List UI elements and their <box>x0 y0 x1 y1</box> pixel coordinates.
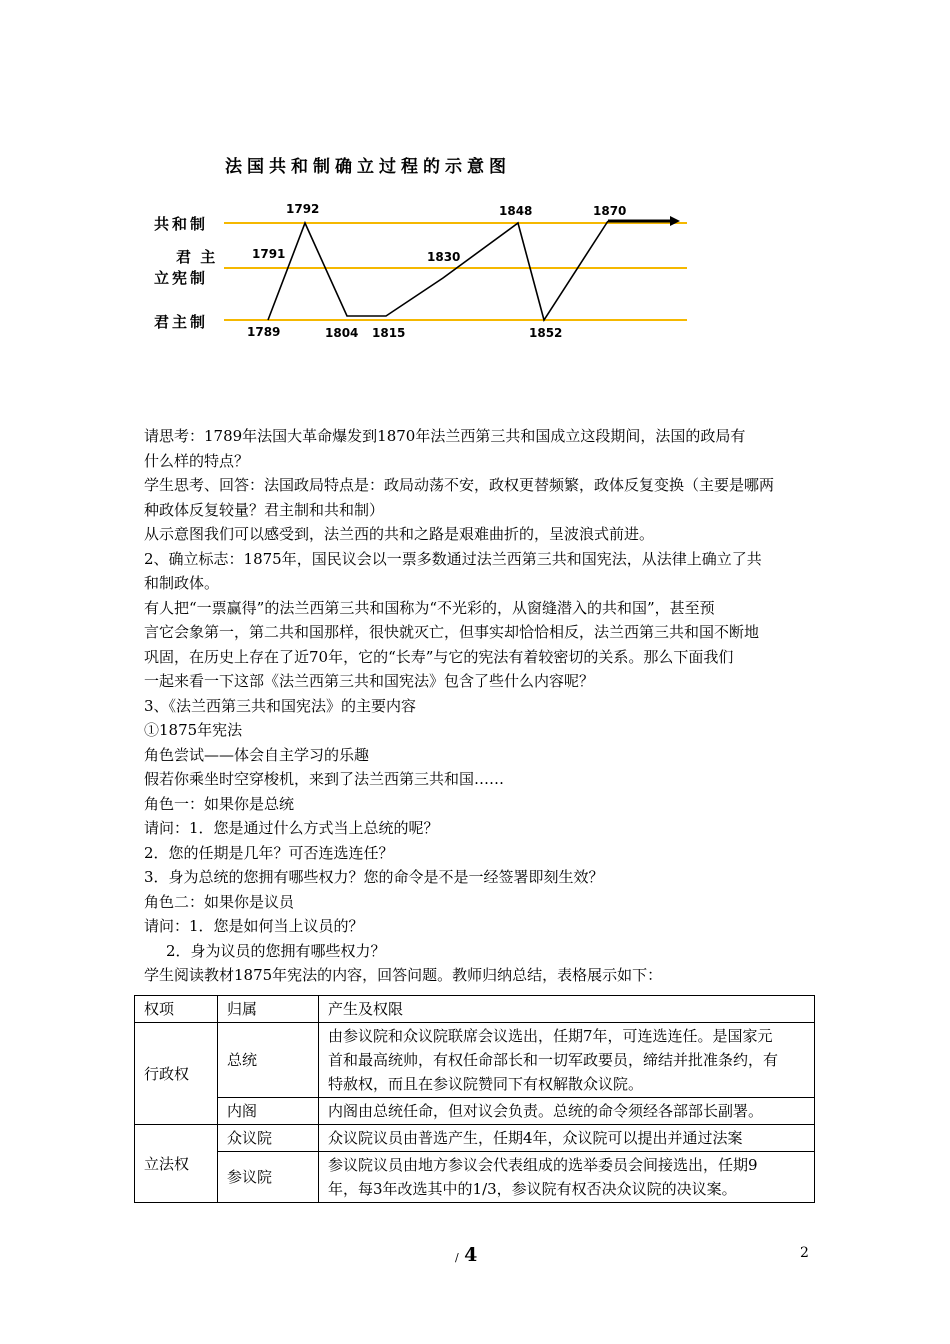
page-total <box>455 1244 477 1266</box>
arrow-head-icon <box>670 216 680 226</box>
total-pages: 4 <box>464 1244 478 1266</box>
year-1791: 1791 <box>252 247 286 261</box>
paragraph-line: 和制政体。 <box>144 574 220 592</box>
year-1852: 1852 <box>529 326 563 340</box>
year-1789: 1789 <box>247 325 281 339</box>
page-number: 2 <box>800 1245 809 1261</box>
year-1792: 1792 <box>286 202 320 216</box>
description-line: 参议院议员由地方参议会代表组成的选举委员会间接选出，任期9 <box>328 1156 758 1174</box>
process-path <box>268 223 519 320</box>
president-description <box>319 1023 815 1098</box>
year-1870: 1870 <box>593 204 627 218</box>
senate-description <box>319 1152 815 1203</box>
paragraph-line: 角色二：如果你是议员 <box>144 892 295 911</box>
paragraph-line: 2．身为议员的您拥有哪些权力？ <box>166 941 386 960</box>
president-cell: 总统 <box>218 1023 319 1098</box>
paragraph-line: 角色一：如果你是总统 <box>144 794 295 813</box>
paragraph-line: 角色尝试——体会自主学习的乐趣 <box>144 745 370 764</box>
executive-cell: 行政权 <box>135 1023 218 1125</box>
body-text <box>144 424 824 988</box>
paragraph-line: 有人把“一票赢得”的法兰西第三共和国称为“不光彩的，从窗缝潜入的共和国”，甚至预 <box>144 598 715 617</box>
description-line: 特赦权，而且在参议院赞同下有权解散众议院。 <box>328 1075 644 1093</box>
legislative-cell: 立法权 <box>135 1125 218 1203</box>
cabinet-cell: 内阁 <box>218 1098 319 1125</box>
header-cell: 权项 <box>135 996 218 1023</box>
process-path-line <box>268 221 608 320</box>
label-republic: 共和制 <box>154 215 209 233</box>
republic-process-diagram <box>140 150 700 350</box>
table-row <box>135 1125 815 1152</box>
paragraph-line: 假若你乘坐时空穿梭机，来到了法兰西第三共和国…… <box>144 770 505 788</box>
description-line: 由参议院和众议院联席会议选出，任期7年，可连选连任。是国家元 <box>328 1027 773 1045</box>
paragraph-line: 3．身为总统的您拥有哪些权力？您的命令是不是一经签署即刻生效？ <box>144 868 604 886</box>
label-constitutional-monarchy-1: 君 主 <box>176 248 218 266</box>
paragraph-line: ①1875年宪法 <box>144 721 243 739</box>
label-monarchy: 君主制 <box>154 313 209 331</box>
header-cell: 归属 <box>218 996 319 1023</box>
description-line: 首和最高统帅，有权任命部长和一切军政要员，缔结并批准条约，有 <box>328 1051 779 1069</box>
house-description: 众议院议员由普选产生，任期4年，众议院可以提出并通过法案 <box>319 1125 815 1152</box>
paragraph-line: 一起来看一下这部《法兰西第三共和国宪法》包含了些什么内容呢？ <box>144 672 595 690</box>
paragraph-line: 从示意图我们可以感受到，法兰西的共和之路是艰难曲折的，呈波浪式前进。 <box>144 525 655 543</box>
paragraph-line: 言它会象第一，第二共和国那样，很快就灭亡，但事实却恰恰相反，法兰西第三共和国不断地 <box>144 623 760 641</box>
senate-cell: 参议院 <box>218 1152 319 1203</box>
paragraph-line: 学生阅读教材1875年宪法的内容，回答问题。教师归纳总结，表格展示如下： <box>144 966 663 984</box>
diagram-title: 法国共和制确立过程的示意图 <box>225 157 511 177</box>
page-slash: / <box>455 1251 459 1264</box>
year-1830: 1830 <box>427 250 461 264</box>
label-constitutional-monarchy-2: 立宪制 <box>154 269 209 287</box>
paragraph-line: 2．您的任期是几年？可否连选连任？ <box>144 843 394 862</box>
paragraph-line: 学生思考、回答：法国政局特点是：政局动荡不安，政权更替频繁，政体反复变换（主要是哪两 <box>144 476 775 494</box>
paragraph-line: 巩固，在历史上存在了近70年，它的“长寿”与它的宪法有着较密切的关系。那么下面我们 <box>144 647 734 666</box>
header-cell: 产生及权限 <box>319 996 815 1023</box>
year-1804: 1804 <box>325 326 359 340</box>
year-1815: 1815 <box>372 326 406 340</box>
constitution-table <box>134 995 815 1203</box>
paragraph-line: 请问：1．您是通过什么方式当上总统的呢？ <box>144 819 439 837</box>
table-row <box>135 1023 815 1098</box>
description-line: 年，每3年改选其中的1/3，参议院有权否决众议院的决议案。 <box>328 1180 737 1198</box>
table-header-row <box>135 996 815 1023</box>
cabinet-description: 内阁由总统任命，但对议会负责。总统的命令须经各部部长副署。 <box>319 1098 815 1125</box>
paragraph-line: 请思考：1789年法国大革命爆发到1870年法兰西第三共和国成立这段期间，法国的政局有 <box>144 427 746 445</box>
year-1848: 1848 <box>499 204 533 218</box>
house-cell: 众议院 <box>218 1125 319 1152</box>
paragraph-line: 什么样的特点？ <box>144 451 250 470</box>
paragraph-line: 2、确立标志：1875年，国民议会以一票多数通过法兰西第三共和国宪法，从法律上确立了共 <box>144 549 762 568</box>
table-row <box>135 1098 815 1125</box>
paragraph-line: 种政体反复较量？君主制和共和制） <box>144 500 385 519</box>
section-heading: 3、《法兰西第三共和国宪法》的主要内容 <box>144 696 417 715</box>
paragraph-line: 请问：1．您是如何当上议员的？ <box>144 917 364 935</box>
table-row <box>135 1152 815 1203</box>
